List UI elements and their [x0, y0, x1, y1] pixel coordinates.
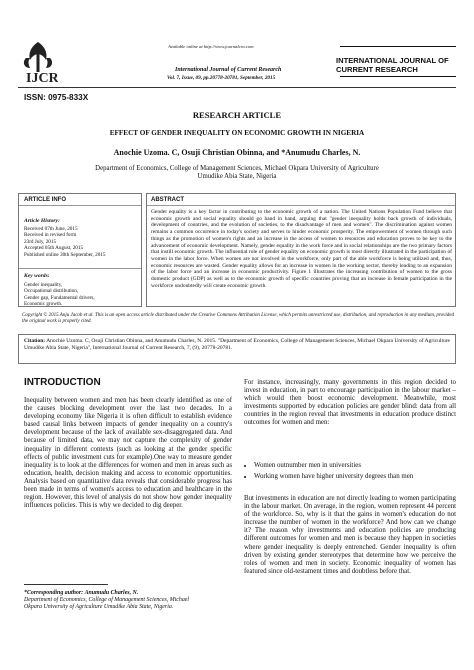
history-item: 23rd July, 2015 — [24, 238, 57, 245]
article-type: RESEARCH ARTICLE — [192, 110, 282, 120]
keywords-heading: Key words: — [24, 273, 50, 279]
history-item: Published online 30th September, 2015 — [24, 251, 106, 258]
copyright-notice: Copyright © 2015 Anju Jacob et al. This is an open access article distributed under the Creative Commons Attribution License, which permits unrestricted use, distribution, and reproduction in any medium, provided the original work is properly cited. — [22, 313, 454, 325]
citation-label: Citation: — [24, 338, 46, 344]
bullet-item: • Working women have higher university degrees than men — [254, 473, 456, 481]
citation — [24, 338, 450, 352]
affiliation — [0, 165, 474, 182]
article-title: EFFECT OF GENDER INEQUALITY ON ECONOMIC GROWTH IN NIGERIA — [109, 129, 365, 137]
citation-text: Anochie Uzoma. C, Osuji Christian Obinna, and Anumudu Charles, N. 2015. "Department of Economics, College of Management Sciences, Michael Okpara University of Agriculture Umudike Abia State, Nigeria", International Journal of Current Research, 7, (9), 20778-20781. — [24, 338, 450, 351]
corresponding-author — [24, 590, 234, 612]
abstract-text: Gender equality is a key factor in contributing to the economic growth of a nation. The United Nations Population Fund believe that economic growth and social equality should go hand in hand, arguing that "gender inequality holds back growth of individuals, development of countries, and the evolution of societies, to the disadvantage of men and women". The discrimination against women remains a common occurrence in today's society and serves to hinder economic prosperity. The empowerment of women through such things as the promotion of women's rights and an increase in the access of women to resources and education proves to be key to the advancement of economic development. Namely, gender equality in the work force and in social relationships are the two primary factors that instill economic growth. The influential role of gender equality on economic growth is most directly illustrated in the participation of women in the labor force. When women are not involved in the workforce, only part of the able workforce is being utilized and, thus, economic resources are wasted. Gender equality allows for an increase in women in the working sector, thereby leading to an expansion of the labor force and an increase in economic productivity. Figure 1 illustrates the increasing contribution of women to the gross domestic product (GDP) as well as to the economic growth of specific countries proving that an increase in female participation in the workforce undoubtedly will create economic growth. — [151, 209, 452, 289]
journal-details: Vol. 7, Issue, 09, pp.20778-20781, September, 2015 — [167, 75, 276, 81]
introduction-heading: INTRODUCTION — [24, 377, 101, 388]
article-info-heading: ARTICLE INFO — [24, 197, 66, 203]
history-item: Accepted 05th August, 2015 — [24, 245, 84, 252]
article-authors: Anochie Uzoma. C, Osuji Christian Obinna, and *Anumudu Charles, N. — [113, 148, 361, 157]
issn: ISSN: 0975-833X — [24, 93, 89, 102]
affiliation-line-1: Department of Economics, College of Management Sciences, Michael Okpara University of Agriculture — [95, 165, 379, 172]
bullet-item: • Women outnumber men in universities — [254, 462, 456, 470]
keyword-item: Gender gap, Fundamental drivers, — [24, 294, 95, 301]
keywords-rule — [19, 268, 141, 269]
right-paragraph-1: For instance, increasingly, many governments in this region decided to invest in education, in part to encourage participation in the labour market – which would then boost economic development. Meanwhile, most investments supported by education policies are gender blind: data from all countries in the region reveal that investments in education produce distinct outcomes for women and men: — [244, 379, 456, 427]
journal-logo — [18, 38, 58, 84]
introduction-text: Inequality between women and men has been clearly identified as one of the causes blocking development over the last two decades. In a developing economy like Nigeria it is often difficult to establish evidence based causal links between impacts of gender inequality on a country's development because of the lack of available sex-disaggregated data. And because of limited data, we may not capture the complexity of gender inequality in different contexts (such as looking at the gender specific effects of public investment cuts for example).One way to measure gender inequality is to look at the differences for women and men in areas such as education, health, decision making and access to economic opportunities. Analysis based on quantitative data reveals that considerable progress has been made in terms of women's access to education and healthcare in the region. However, this level of analysis do not show how gender inequality influences policies. This is why we decided to dig deeper. — [24, 397, 232, 510]
badge-rule-bottom — [340, 76, 456, 77]
history-item: Received in revised form — [24, 232, 77, 239]
svg-text:IJCR: IJCR — [26, 71, 58, 84]
available-online: Available online at http://www.journalcra.com — [168, 44, 254, 49]
abstract-heading: ABSTRACT — [151, 197, 184, 203]
footnote-rule — [24, 584, 108, 585]
keyword-item: Occupational distribution, — [24, 288, 79, 295]
footnote-line-1: Department of Economics, College of Management Sciences, Michael — [24, 597, 190, 604]
journal-name: International Journal of Current Research — [175, 67, 282, 73]
history-item: Received 07th June, 2015 — [24, 226, 78, 232]
footnote-line-2: Okpara University of Agriculture Umudike Abia State, Nigeria. — [24, 604, 174, 611]
affiliation-line-2: Umudike Abia State, Nigeria — [197, 173, 277, 181]
footnote-name: Anumudu Charles, N. — [84, 590, 139, 596]
article-history-list — [24, 226, 140, 258]
keywords-list — [24, 282, 140, 308]
info-heading-rule — [19, 205, 141, 206]
keyword-item: Gender inequality, — [24, 282, 63, 288]
right-paragraph-2: But investments in education are not directly leading to women participating in the labour market. On average, in the region, women represent 44 percent of the workforce. So, why is it that the gains in women's education do not increase the number of women in the workforce? And how can we change it? The reason why investments and education policies are producing different outcomes for women and men is because they happen in societies where gender inequality is deeply entrenched. Gender inequality is often driven by existing gender stereotypes that determine how we perceive the roles of women and men in society. Economic inequality of women has featured since old-testament times and doubtless before that. — [244, 495, 456, 575]
footnote-label: *Corresponding author: — [24, 590, 84, 596]
header-rule — [18, 87, 456, 88]
keyword-item: Economic growth. — [24, 301, 63, 308]
abstract-heading-rule — [147, 205, 455, 206]
bullet-list — [244, 462, 456, 484]
journal-badge: INTERNATIONAL JOURNAL OF CURRENT RESEARCH — [336, 56, 449, 74]
badge-rule-top — [340, 46, 456, 47]
article-history-heading: Article History: — [24, 218, 60, 224]
